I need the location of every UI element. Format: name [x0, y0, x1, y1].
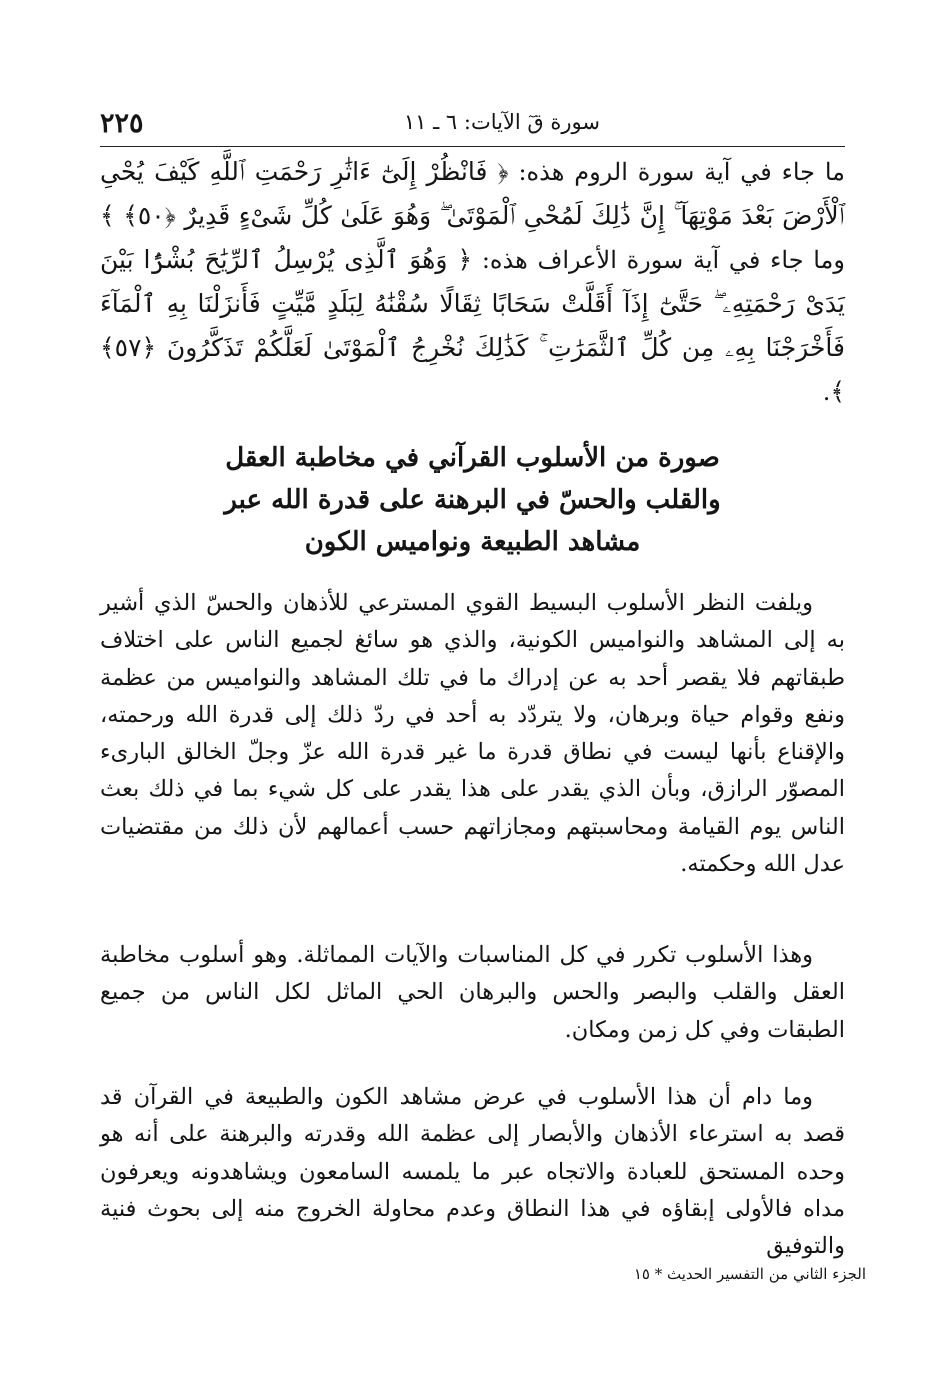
end-mark: .: [822, 378, 831, 406]
header-divider: [100, 146, 845, 147]
running-title: سورة قٓ الآيات: ٦ ـ ١١: [403, 110, 600, 134]
heading-line-2: والقلب والحسّ في البرهنة على قدرة الله عبر: [224, 485, 721, 515]
verse-araf: ﴿ وَهُوَ ٱلَّذِى يُرْسِلُ ٱلرِّيَٰحَ بُشْرًۢا بَيْنَ يَدَىْ رَحْمَتِهِۦ ۖ حَتَّىٰٓ إِذَآ أَقَلَّتْ سَحَابًا ثِقَالًا سُقْنَٰهُ لِبَلَدٍ مَّيِّتٍ فَأَنزَلْنَا بِهِ ٱلْمَآءَ فَأَخْرَجْنَا بِهِۦ مِن كُلِّ ٱلثَّمَرَٰتِ ۚ كَذَٰلِكَ نُخْرِجُ ٱلْمَوْتَىٰ لَعَلَّكُمْ تَذَكَّرُونَ ﴿٥٧﴾ ﴾: [100, 245, 845, 406]
verse-rum: ﴿ فَانْظُرْ إِلَىٰٓ ءَاثَٰرِ رَحْمَتِ ٱللَّهِ كَيْفَ يُحْىِ ٱلْأَرْضَ بَعْدَ مَوْتِهَآ ۚ إِنَّ ذَٰلِكَ لَمُحْىِ ٱلْمَوْتَىٰ ۖ وَهُوَ عَلَىٰ كُلِّ شَىْءٍ قَدِيرٌ ﴿٥٠﴾ ﴾: [100, 157, 845, 230]
paragraph-2: وهذا الأسلوب تكرر في كل المناسبات والآيات المماثلة. وهو أسلوب مخاطبة العقل والقلب والبصر والحس والبرهان الحي الماثل لكل الناس من جميع الطبقات وفي كل زمن ومكان.: [100, 942, 845, 1043]
section-heading: [140, 437, 805, 563]
intro-araf: وما جاء في آية سورة الأعراف هذه:: [472, 246, 845, 274]
footer-signature: الجزء الثاني من التفسير الحديث * ١٥: [633, 1265, 866, 1283]
quran-citation-block: [100, 150, 845, 414]
paragraph-1: ويلفت النظر الأسلوب البسيط القوي المسترعي للأذهان والحسّ الذي أشير به إلى المشاهد والنواميس الكونية، والذي هو سائغ لجميع الناس على اختلاف طبقاتهم فلا يقصر أحد به عن إدراك ما في تلك المشاهد والنواميس من عظمة ونفع وقوام حياة وبرهان، ولا يتردّد به أحد في ردّ ذلك إلى قدرة الله ورحمته، والإقناع بأنها ليست في نطاق قدرة ما غير قدرة الله عزّ وجلّ الخالق البارىء المصوّر الرازق، وبأن الذي يقدر على هذا يقدر على كل شيء بما في ذلك بعث الناس يوم القيامة ومحاسبتهم ومجازاتهم حسب أعمالهم لأن ذلك من مقتضيات عدل الله وحكمته.: [100, 590, 845, 878]
heading-line-1: صورة من الأسلوب القرآني في مخاطبة العقل: [225, 443, 720, 473]
page-header: [100, 108, 845, 148]
heading-line-3: مشاهد الطبيعة ونواميس الكون: [304, 527, 641, 557]
page-number: ٢٢٥: [100, 108, 144, 139]
intro-rum: ما جاء في آية سورة الروم هذه:: [508, 158, 845, 186]
paragraph-3: وما دام أن هذا الأسلوب في عرض مشاهد الكون والطبيعة في القرآن قد قصد به استرعاء الأذهان والأبصار إلى عظمة الله وقدرته والبرهنة على أنه هو وحده المستحق للعبادة والاتجاه عبر ما يلمسه السامعون ويشاهدونه ويعرفون مداه فالأولى إبقاؤه في هذا النطاق وعدم محاولة الخروج منه إلى بحوث فنية والتوفيق: [100, 1084, 845, 1260]
